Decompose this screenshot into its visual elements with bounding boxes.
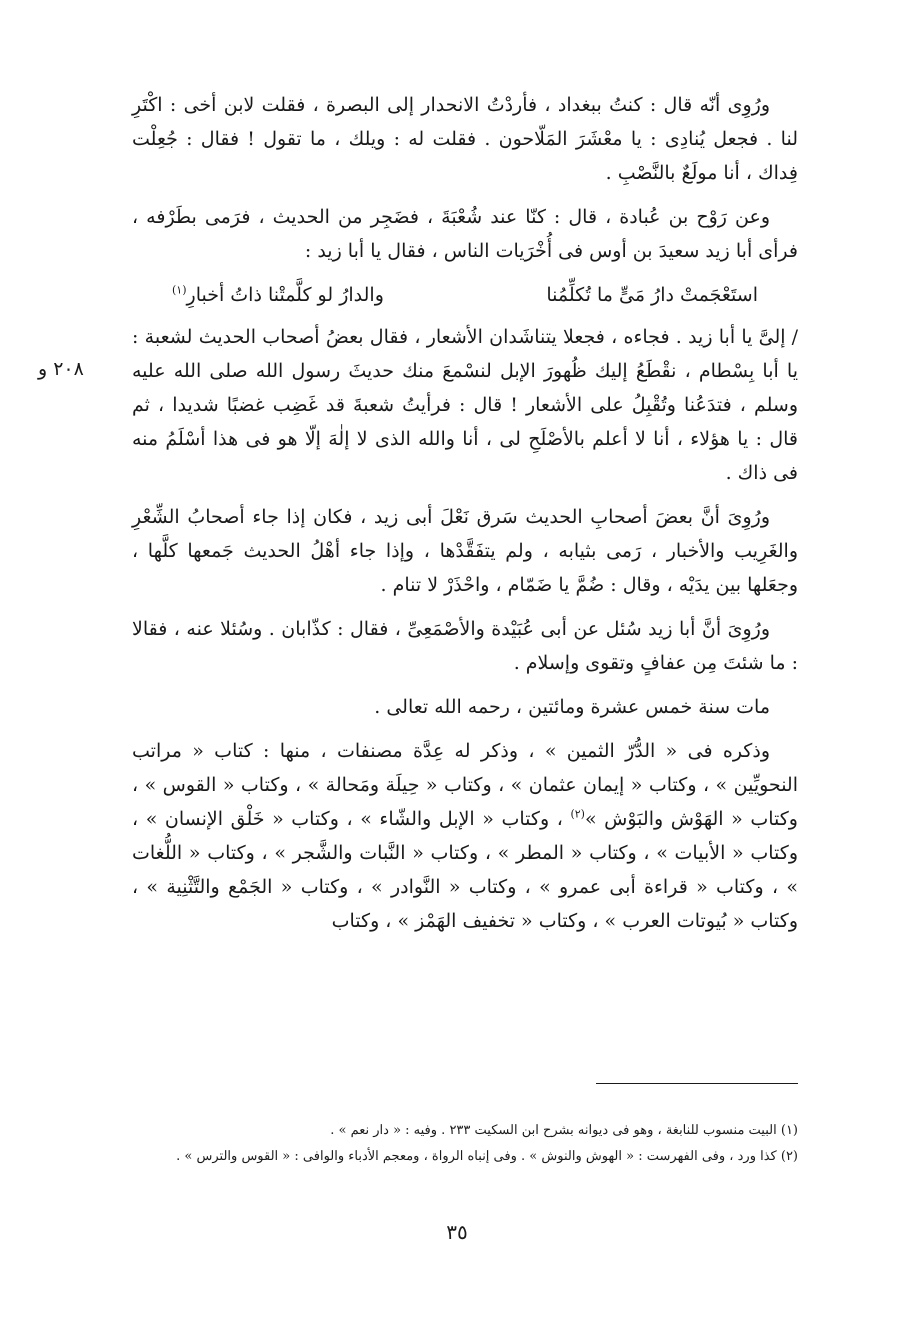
footnote-ref-1: (١) (172, 283, 187, 297)
page-number: ٣٥ (446, 1220, 468, 1244)
paragraph-3-text: إلىَّ يا أبا زيد . فجاءه ، فجعلا يتناشَدان الأشعار ، فقال بعضُ أصحاب الحديث لشعبة : يا أبا بِسْطام ، نقْطَعُ إليك ظُهورَ الإبل لنسْمعَ منك حديثَ رسول الله صلى الله عليه وسلم ، فتدَعُنا وتُقْبِلُ على الأشعار ! قال : فرأيتُ شعبةَ قد غَضِب غضبًا شديدا ، ثم قال : يا هؤلاء ، أنا لا أعلم بالأصْلَحِ لى ، أنا والله الذى لا إلٰهَ إلّا هو فى هذا أسْلَمُ منه فى ذاك . (132, 326, 798, 484)
paragraph-2: وعن رَوْح بن عُبادة ، قال : كنّا عند شُعْبَةَ ، فضَجِر من الحديث ، فرَمى بطَرْفه ، فرأى أبا زيد سعيدَ بن أوس فى أُخْرَيات الناس ، فقال يا أبا زيد : (132, 206, 798, 262)
books-text-part-1: وذكره فى « الدُّرّ الثمين » ، وذكر له عِدَّة مصنفات ، منها : كتاب « مراتب النحويِّين » ، وكتاب « إيمان عثمان » ، وكتاب « حِيلَة ومَحالة » ، وكتاب « القوس » ، وكتاب « الهَوْش والبَوْش » (132, 740, 798, 830)
footnote-divider (596, 1083, 798, 1084)
folio-slash: / (791, 326, 798, 348)
footnote-2: (٢) كذا ورد ، وفى الفهرست : « الهوش والنوش » . وفى إنباه الرواة ، ومعجم الأدباء والوافى : « القوس والترس » . (176, 1149, 798, 1164)
verse-line (132, 278, 798, 312)
paragraph-books (132, 734, 798, 938)
footnote-ref-2: (٢) (570, 807, 585, 821)
footnote-1: (١) البيت منسوب للنابغة ، وهو فى ديوانه بشرح ابن السكيت ٢٣٣ . وفيه : « دار نعم » . (330, 1123, 798, 1138)
hemistich-first-text: استَعْجَمتْ دارُ مَىٍّ ما تُكلِّمُنا (546, 284, 758, 306)
footnotes (132, 1118, 798, 1170)
hemistich-second-text: والدارُ لو كلَّمتْنا ذاتُ أخبارِ (186, 284, 384, 306)
paragraph-1: ورُوِى أنّه قال : كنتُ ببغداد ، فأردْتُ الانحدار إلى البصرة ، فقلت لابن أخى : اكْتَرِ لنا . فجعل يُنادِى : يا معْشَرَ المَلّاحون . فقلت له : ويلك ، ما تقول ! فقال : جُعِلْت فِداك ، أنا مولَعٌ بالنَّصْبِ . (132, 94, 798, 184)
main-text (132, 88, 798, 948)
books-text-part-2: ، وكتاب « الإبل والشّاء » ، وكتاب « خَلْق الإنسان » ، وكتاب « الأبيات » ، وكتاب « المطر » ، وكتاب « النَّبات والشَّجر » ، وكتاب « اللُّغات » ، وكتاب « قراءة أبى عمرو » ، وكتاب « النَّوادر » ، وكتاب « الجَمْع والتَّثْنِية » ، وكتاب « بُيوتات العرب » ، وكتاب « تخفيف الهَمْز » ، وكتاب (132, 808, 798, 932)
verse-hemistich-first (546, 278, 758, 312)
paragraph-3 (132, 320, 798, 490)
paragraph-5: ورُوِىَ أنَّ أبا زيد سُئل عن أبى عُبَيْدة والأصْمَعِىِّ ، فقال : كذّابان . وسُئلا عنه ، فقالا : ما شئتَ مِن عفافٍ وتقوى وإسلام . (132, 618, 798, 674)
margin-folio-note: ٢٠٨ و (38, 358, 84, 380)
paragraph-4: ورُوِىَ أنَّ بعضَ أصحابِ الحديث سَرق نَعْلَ أبى زيد ، فكان إذا جاء أصحابُ الشِّعْرِ والغَرِيب والأخبار ، رَمى بثيابه ، ولم يتفَقَّدْها ، وإذا جاء أهْلُ الحديث جَمعها كلَّها ، وجعَلها بين يدَيْه ، وقال : ضُمَّ يا ضَمّام ، واحْذَرْ لا تنام . (132, 506, 798, 596)
verse-hemistich-second (172, 278, 384, 312)
paragraph-6: مات سنة خمس عشرة ومائتين ، رحمه الله تعالى . (374, 696, 770, 718)
